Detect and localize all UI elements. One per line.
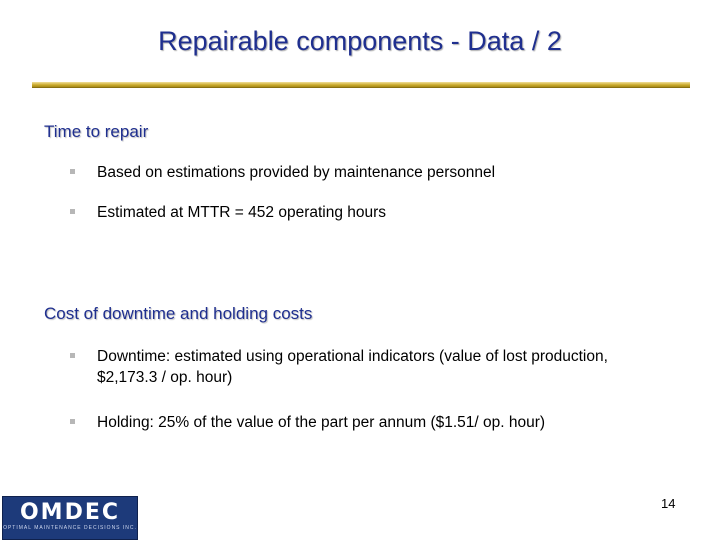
bullet-item (70, 346, 610, 388)
logo-tagline: OPTIMAL MAINTENANCE DECISIONS INC. (3, 525, 137, 531)
section-heading-time-to-repair: Time to repair (44, 122, 149, 141)
bullet-item (70, 162, 670, 183)
bullet-text: Holding: 25% of the value of the part per annum ($1.51/ op. hour) (97, 414, 546, 431)
company-logo (2, 496, 138, 540)
bullet-text: Downtime: estimated using operational indicators (value of lost production, $2,173.3 / op. hour) (97, 348, 608, 386)
bullet-item (70, 202, 670, 223)
bullet-text: Based on estimations provided by maintenance personnel (97, 164, 496, 181)
bullet-square-icon (70, 419, 75, 424)
bullet-text: Estimated at MTTR = 452 operating hours (97, 204, 387, 221)
logo-text: OMDEC (19, 500, 121, 525)
bullet-square-icon (70, 209, 75, 214)
bullet-item (70, 412, 670, 433)
bullet-square-icon (70, 353, 75, 358)
section-heading-cost-of-downtime: Cost of downtime and holding costs (44, 304, 313, 323)
bullet-square-icon (70, 169, 75, 174)
page-number: 14 (661, 496, 676, 511)
slide-title: Repairable components - Data / 2 (158, 26, 562, 56)
title-divider (32, 82, 690, 88)
